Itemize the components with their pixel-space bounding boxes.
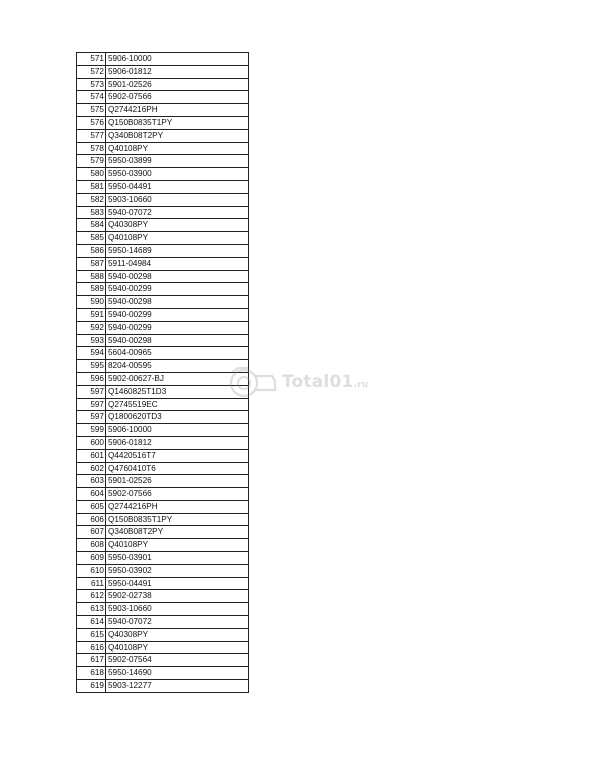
row-number: 596 [77,372,106,385]
part-code: Q40108PY [106,142,249,155]
row-number: 590 [77,296,106,309]
row-number: 592 [77,321,106,334]
row-number: 594 [77,347,106,360]
table-row [77,78,249,91]
part-code: 5950-03899 [106,155,249,168]
row-number: 607 [77,526,106,539]
row-number: 610 [77,564,106,577]
row-number: 572 [77,65,106,78]
row-number: 608 [77,539,106,552]
part-code: 5903-10660 [106,193,249,206]
part-code: 5950-04491 [106,577,249,590]
table-row [77,155,249,168]
table-row [77,641,249,654]
part-code: 5902-02738 [106,590,249,603]
table-row [77,500,249,513]
table-row [77,270,249,283]
part-code: 5950-03900 [106,168,249,181]
part-code: 5901-02526 [106,475,249,488]
table-row [77,168,249,181]
row-number: 597 [77,411,106,424]
table-row [77,590,249,603]
row-number: 614 [77,616,106,629]
table-row [77,142,249,155]
part-code: Q40308PY [106,219,249,232]
table-row [77,424,249,437]
table-row [77,667,249,680]
table-row [77,296,249,309]
row-number: 604 [77,488,106,501]
row-number: 582 [77,193,106,206]
table-row [77,488,249,501]
row-number: 597 [77,385,106,398]
part-code: 5902-07566 [106,488,249,501]
part-code: 5950-14689 [106,244,249,257]
table-row [77,129,249,142]
table-row [77,257,249,270]
table-row [77,475,249,488]
table-row [77,180,249,193]
part-code: 5604-00965 [106,347,249,360]
table-row [77,193,249,206]
row-number: 583 [77,206,106,219]
table-row [77,680,249,693]
table-row [77,539,249,552]
table-row [77,398,249,411]
table-row [77,321,249,334]
watermark [226,364,376,400]
part-code: 5903-10660 [106,603,249,616]
part-code: Q4420516T7 [106,449,249,462]
part-code: 5950-03901 [106,552,249,565]
part-code: 5940-07072 [106,616,249,629]
table-row [77,283,249,296]
table-row [77,411,249,424]
table-row [77,449,249,462]
part-code: 5940-00299 [106,283,249,296]
part-code: 5901-02526 [106,78,249,91]
table-row [77,462,249,475]
row-number: 591 [77,308,106,321]
table-row [77,104,249,117]
part-code: Q40108PY [106,232,249,245]
row-number: 586 [77,244,106,257]
row-number: 611 [77,577,106,590]
part-code: Q150B0835T1PY [106,513,249,526]
part-code: 5906-01812 [106,436,249,449]
row-number: 617 [77,654,106,667]
table-row [77,232,249,245]
row-number: 619 [77,680,106,693]
table-row [77,244,249,257]
table-row [77,628,249,641]
table-row [77,334,249,347]
camera-logo-icon [226,364,278,400]
row-number: 573 [77,78,106,91]
part-code: 5940-00298 [106,334,249,347]
row-number: 576 [77,116,106,129]
row-number: 579 [77,155,106,168]
part-code: 5950-04491 [106,180,249,193]
part-code: Q4760410T6 [106,462,249,475]
row-number: 584 [77,219,106,232]
part-code: Q1800620TD3 [106,411,249,424]
table-row [77,513,249,526]
table-row [77,308,249,321]
part-code: 5911-04984 [106,257,249,270]
table-row [77,552,249,565]
table-row [77,616,249,629]
row-number: 602 [77,462,106,475]
part-code: Q40108PY [106,641,249,654]
row-number: 580 [77,168,106,181]
row-number: 589 [77,283,106,296]
table-row [77,91,249,104]
part-code: 5902-00627-BJ [106,372,249,385]
row-number: 588 [77,270,106,283]
part-code: 5940-07072 [106,206,249,219]
row-number: 603 [77,475,106,488]
watermark-text [282,372,368,392]
part-code: 5902-07564 [106,654,249,667]
row-number: 613 [77,603,106,616]
row-number: 593 [77,334,106,347]
watermark-name: Total01 [282,372,354,392]
row-number: 605 [77,500,106,513]
part-code: 8204-00595 [106,360,249,373]
row-number: 615 [77,628,106,641]
table-row [77,372,249,385]
parts-table-body [77,53,249,693]
part-code: Q150B0835T1PY [106,116,249,129]
row-number: 606 [77,513,106,526]
row-number: 609 [77,552,106,565]
table-row [77,360,249,373]
table-row [77,603,249,616]
row-number: 581 [77,180,106,193]
row-number: 600 [77,436,106,449]
table-row [77,385,249,398]
part-code: Q340B08T2PY [106,129,249,142]
table-row [77,65,249,78]
table-row [77,53,249,66]
row-number: 599 [77,424,106,437]
part-code: Q340B08T2PY [106,526,249,539]
part-code: Q40308PY [106,628,249,641]
table-row [77,577,249,590]
part-code: 5940-00299 [106,308,249,321]
row-number: 601 [77,449,106,462]
table-row [77,526,249,539]
table-row [77,347,249,360]
row-number: 595 [77,360,106,373]
row-number: 618 [77,667,106,680]
table-row [77,219,249,232]
part-code: 5950-14690 [106,667,249,680]
row-number: 597 [77,398,106,411]
part-code: Q40108PY [106,539,249,552]
table-row [77,436,249,449]
part-code: Q2745519EC [106,398,249,411]
row-number: 587 [77,257,106,270]
part-code: 5906-01812 [106,65,249,78]
table-row [77,564,249,577]
row-number: 577 [77,129,106,142]
part-code: Q2744216PH [106,104,249,117]
parts-table [76,52,249,693]
part-code: 5902-07566 [106,91,249,104]
part-code: 5906-10000 [106,424,249,437]
part-code: Q1460825T1D3 [106,385,249,398]
part-code: Q2744216PH [106,500,249,513]
row-number: 578 [77,142,106,155]
table-row [77,654,249,667]
row-number: 575 [77,104,106,117]
row-number: 616 [77,641,106,654]
part-code: 5950-03902 [106,564,249,577]
table-row [77,116,249,129]
row-number: 574 [77,91,106,104]
part-code: 5906-10000 [106,53,249,66]
table-row [77,206,249,219]
part-code: 5903-12277 [106,680,249,693]
row-number: 585 [77,232,106,245]
row-number: 612 [77,590,106,603]
row-number: 571 [77,53,106,66]
part-code: 5940-00299 [106,321,249,334]
watermark-suffix: .ru [353,380,369,390]
part-code: 5940-00298 [106,270,249,283]
part-code: 5940-00298 [106,296,249,309]
